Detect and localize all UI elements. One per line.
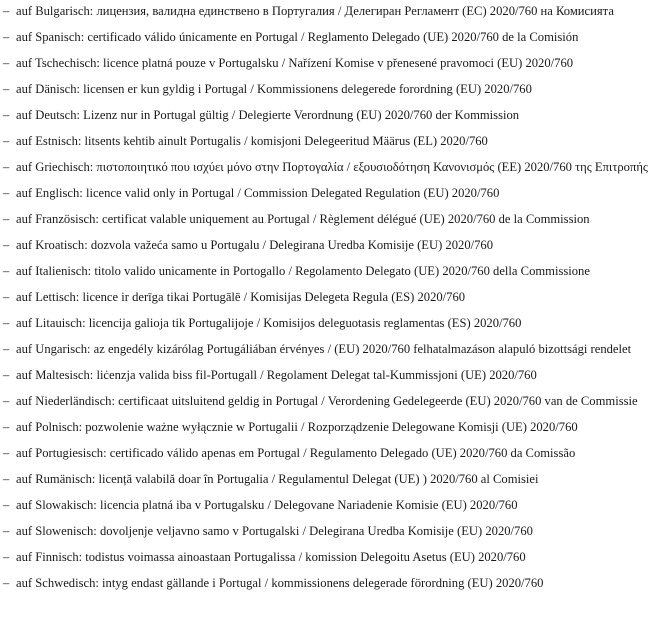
list-item xyxy=(0,574,650,593)
list-item xyxy=(0,288,650,307)
entry-text: auf Bulgarisch: лицензия, валидна единствено в Португалия / Делегиран Регламент (ЕС) 2020/760 на Комисията xyxy=(16,4,614,18)
list-item xyxy=(0,548,650,567)
dash-bullet: – xyxy=(3,82,10,96)
list-item xyxy=(0,496,650,515)
list-item xyxy=(0,2,650,21)
list-item xyxy=(0,340,650,359)
dash-bullet: – xyxy=(3,316,10,330)
list-item xyxy=(0,522,650,541)
dash-bullet: – xyxy=(3,290,10,304)
list-item xyxy=(0,28,650,47)
list-item xyxy=(0,392,650,411)
entry-text: auf Französisch: certificat valable uniquement au Portugal / Règlement délégué (UE) 2020/760 de la Commission xyxy=(16,212,590,226)
dash-bullet: – xyxy=(3,4,10,18)
list-item xyxy=(0,470,650,489)
dash-bullet: – xyxy=(3,368,10,382)
entry-text: auf Spanisch: certificado válido únicamente en Portugal / Reglamento Delegado (UE) 2020/760 de la Comisión xyxy=(16,30,579,44)
dash-bullet: – xyxy=(3,394,10,408)
entry-text: auf Slowakisch: licencia platná iba v Portugalsku / Delegovane Nariadenie Komisie (EU) 2020/760 xyxy=(16,498,518,512)
entry-text: auf Tschechisch: licence platná pouze v Portugalsku / Nařízení Komise v přenesené pravomoci (EU) 2020/760 xyxy=(16,56,574,70)
entry-text: auf Niederländisch: certificaat uitsluitend geldig in Portugal / Verordening Gedelegeerde (EU) 2020/760 van de Commissie xyxy=(16,394,638,408)
dash-bullet: – xyxy=(3,186,10,200)
entry-text: auf Litauisch: licencija galioja tik Portugalijoje / Komisijos deleguotasis reglamentas (ES) 2020/760 xyxy=(16,316,522,330)
entry-text: auf Rumänisch: licență valabilă doar în Portugalia / Regulamentul Delegat (UE) ) 2020/760 al Comisiei xyxy=(16,472,539,486)
list-item xyxy=(0,236,650,255)
list-item xyxy=(0,210,650,229)
entry-text: auf Portugiesisch: certificado válido apenas em Portugal / Regulamento Delegado (UE) 2020/760 da Comissão xyxy=(16,446,576,460)
dash-bullet: – xyxy=(3,264,10,278)
list-item xyxy=(0,106,650,125)
entry-text: auf Maltesisch: liċenzja valida biss fil-Portugall / Regolament Delegat tal-Kummissjoni (UE) 2020/760 xyxy=(16,368,537,382)
entry-text: auf Deutsch: Lizenz nur in Portugal gültig / Delegierte Verordnung (EU) 2020/760 der Kommission xyxy=(16,108,520,122)
list-item xyxy=(0,444,650,463)
list-item xyxy=(0,158,650,177)
entry-text: auf Finnisch: todistus voimassa ainoastaan Portugalissa / komission Delegoitu Asetus (EU) 2020/760 xyxy=(16,550,526,564)
list-item xyxy=(0,54,650,73)
entry-text: auf Griechisch: πιστοποιητικό που ισχύει μόνο στην Πορτογαλία / εξουσιοδότηση Κανονισμός (ΕΕ) 2020/760 της Επιτροπής xyxy=(16,160,648,174)
entry-text: auf Lettisch: licence ir derīga tikai Portugālē / Komisijas Delegeta Regula (ES) 2020/760 xyxy=(16,290,466,304)
list-item xyxy=(0,314,650,333)
entry-text: auf Dänisch: licensen er kun gyldig i Portugal / Kommissionens delegerede forordning (EU) 2020/760 xyxy=(16,82,532,96)
dash-bullet: – xyxy=(3,576,10,590)
list-item xyxy=(0,366,650,385)
entry-text: auf Ungarisch: az engedély kizárólag Portugáliában érvényes / (EU) 2020/760 felhatalmazáson alapuló bizottsági rendelet xyxy=(16,342,632,356)
entry-text: auf Englisch: licence valid only in Portugal / Commission Delegated Regulation (EU) 2020/760 xyxy=(16,186,500,200)
entry-text: auf Slowenisch: dovoljenje veljavno samo v Portugalski / Delegirana Uredba Komisije (EU) 2020/760 xyxy=(16,524,533,538)
dash-bullet: – xyxy=(3,498,10,512)
dash-bullet: – xyxy=(3,524,10,538)
entry-text: auf Kroatisch: dozvola važeća samo u Portugalu / Delegirana Uredba Komisije (EU) 2020/760 xyxy=(16,238,494,252)
dash-bullet: – xyxy=(3,420,10,434)
dash-bullet: – xyxy=(3,550,10,564)
dash-bullet: – xyxy=(3,108,10,122)
list-item xyxy=(0,184,650,203)
list-item xyxy=(0,132,650,151)
entry-text: auf Polnisch: pozwolenie ważne wyłącznie w Portugalii / Rozporządzenie Delegowane Komisji (UE) 2020/760 xyxy=(16,420,578,434)
dash-bullet: – xyxy=(3,30,10,44)
dash-bullet: – xyxy=(3,160,10,174)
entry-text: auf Italienisch: titolo valido unicamente in Portogallo / Regolamento Delegato (UE) 2020/760 della Commissione xyxy=(16,264,590,278)
dash-bullet: – xyxy=(3,472,10,486)
dash-bullet: – xyxy=(3,56,10,70)
list-item xyxy=(0,418,650,437)
entry-text: auf Estnisch: litsents kehtib ainult Portugalis / komisjoni Delegeeritud Määrus (EL) 2020/760 xyxy=(16,134,488,148)
dash-bullet: – xyxy=(3,342,10,356)
list-item xyxy=(0,262,650,281)
entry-text: auf Schwedisch: intyg endast gällande i Portugal / kommissionens delegerade förordning (EU) 2020/760 xyxy=(16,576,544,590)
dash-bullet: – xyxy=(3,212,10,226)
dash-bullet: – xyxy=(3,446,10,460)
dash-bullet: – xyxy=(3,238,10,252)
dash-bullet: – xyxy=(3,134,10,148)
list-item xyxy=(0,80,650,99)
